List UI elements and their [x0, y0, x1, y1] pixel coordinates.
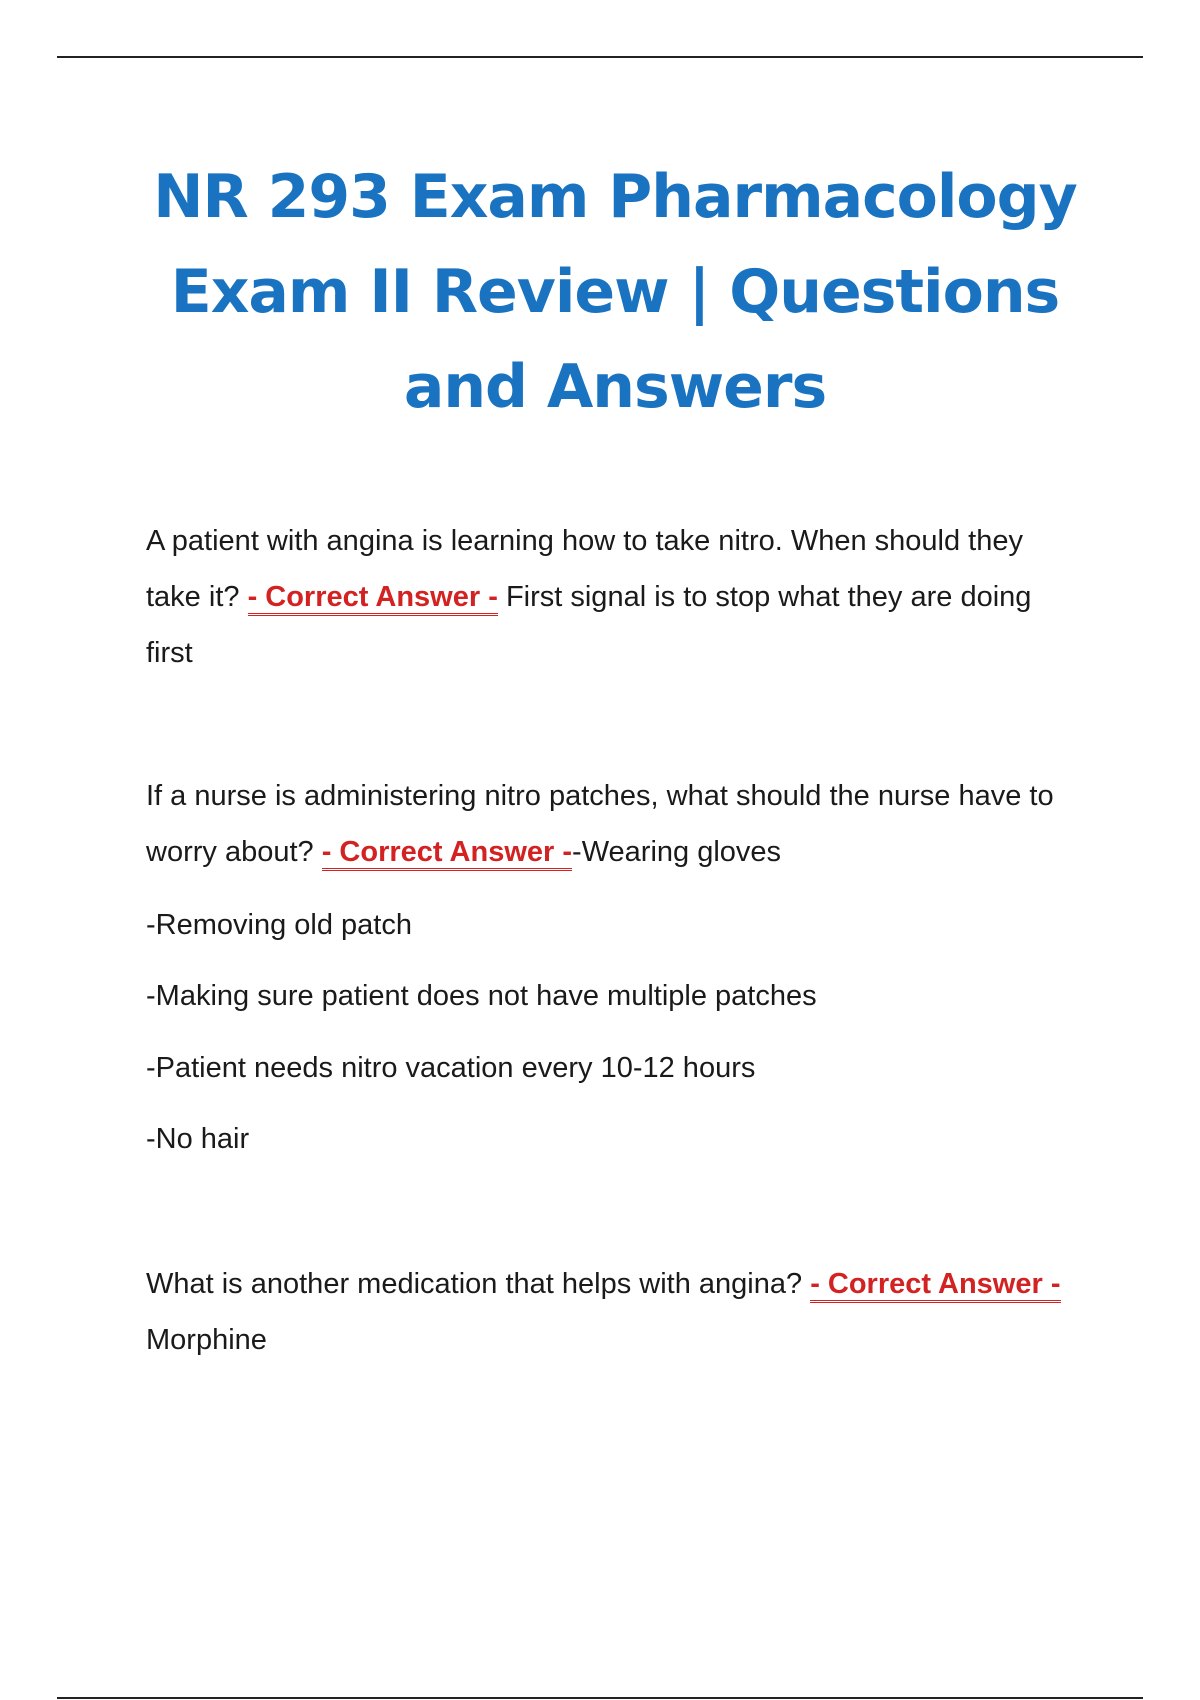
footer-rule	[57, 1697, 1143, 1699]
answer-list-item: -No hair	[146, 1123, 250, 1155]
answer-list-item: -Patient needs nitro vacation every 10-12 hours	[146, 1052, 756, 1084]
answer-text: -Wearing gloves	[572, 836, 782, 868]
answer-list-item: -Making sure patient does not have multiple patches	[146, 980, 817, 1012]
answer-list-item: -Removing old patch	[146, 909, 412, 941]
correct-answer-label: - Correct Answer -	[810, 1268, 1060, 1303]
question-block-1	[146, 513, 1076, 681]
title-line: and Answers	[403, 352, 827, 422]
question-text: If a nurse is administering nitro patches, what should the nurse have to worry about?	[146, 780, 1054, 868]
answer-text: First signal is to stop what they are doing first	[146, 581, 1032, 669]
correct-answer-label: - Correct Answer -	[248, 581, 498, 616]
correct-answer-label: - Correct Answer -	[322, 836, 572, 871]
header-rule	[57, 56, 1143, 58]
title-line: NR 293 Exam Pharmacology	[153, 162, 1077, 232]
document-title	[130, 150, 1100, 435]
question-text: What is another medication that helps with angina?	[146, 1268, 803, 1300]
answer-text: Morphine	[146, 1324, 267, 1356]
question-text: A patient with angina is learning how to take nitro. When should they take it?	[146, 525, 1023, 613]
question-block-2	[146, 768, 1076, 880]
question-block-3	[146, 1256, 1076, 1368]
title-line: Exam II Review | Questions	[170, 257, 1060, 327]
